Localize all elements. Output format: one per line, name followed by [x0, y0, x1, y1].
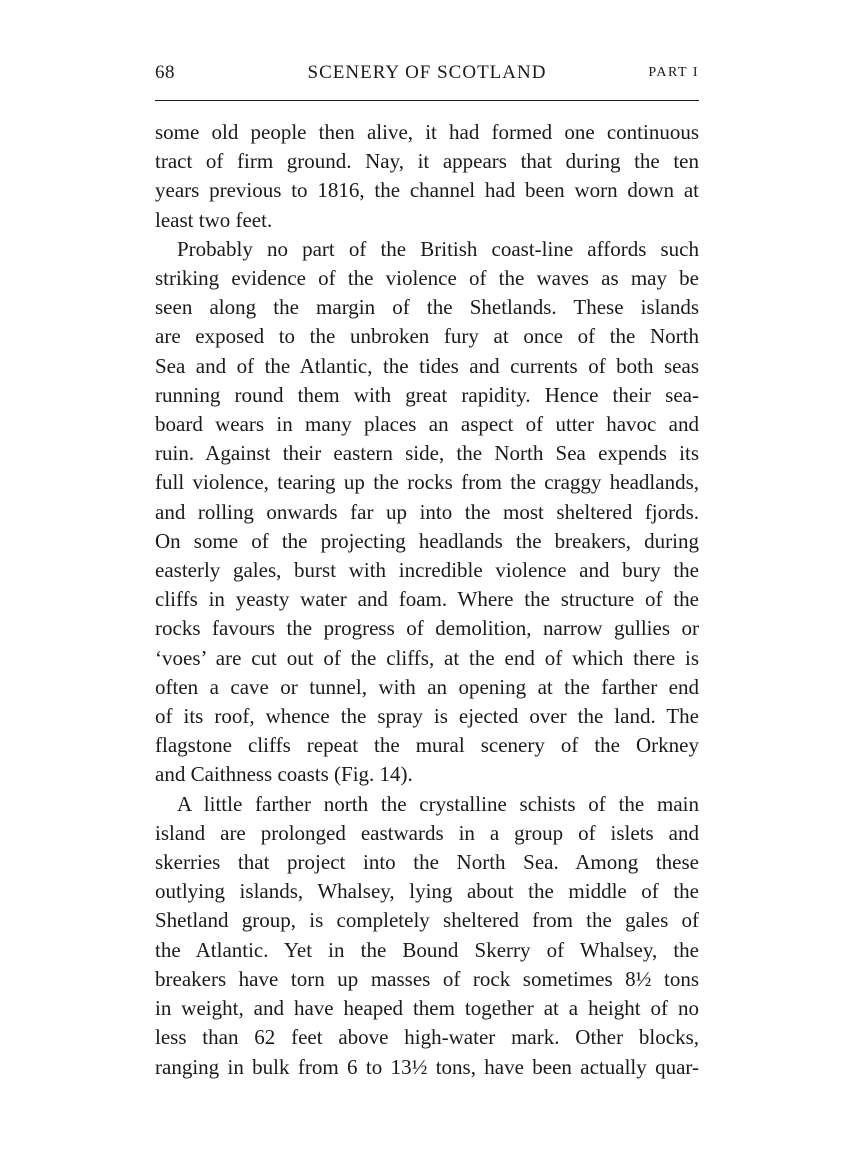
text-line: outlying islands, Whalsey, lying about the middle of the	[155, 879, 699, 904]
paragraph-1	[155, 118, 699, 235]
text-line: the Atlantic. Yet in the Bound Skerry of Whalsey, the	[155, 937, 699, 962]
text-line: A little farther north the crystalline schists of the main	[177, 791, 699, 816]
text-line: and Caithness coasts (Fig. 14).	[155, 762, 413, 787]
paragraph-3	[155, 790, 699, 1082]
text-line: are exposed to the unbroken fury at once of the North	[155, 324, 699, 349]
paragraph-2	[155, 235, 699, 790]
page-header	[155, 62, 699, 92]
page-number: 68	[155, 62, 175, 83]
text-line: seen along the margin of the Shetlands. These islands	[155, 295, 699, 320]
text-line: ‘voes’ are cut out of the cliffs, at the end of which there is	[155, 645, 699, 670]
header-rule	[155, 100, 699, 101]
running-title: SCENERY OF SCOTLAND	[307, 62, 547, 83]
text-line: years previous to 1816, the channel had been worn down at	[155, 178, 699, 203]
text-line: often a cave or tunnel, with an opening at the farther end	[155, 674, 699, 699]
text-line: board wears in many places an aspect of utter havoc and	[155, 412, 699, 437]
text-line: easterly gales, burst with incredible violence and bury the	[155, 558, 699, 583]
body-text	[155, 118, 699, 1082]
text-line: cliffs in yeasty water and foam. Where the structure of the	[155, 587, 699, 612]
text-line: island are prolonged eastwards in a group of islets and	[155, 820, 699, 845]
text-line: breakers have torn up masses of rock sometimes 8½ tons	[155, 966, 699, 991]
text-line: rocks favours the progress of demolition, narrow gullies or	[155, 616, 699, 641]
text-line: full violence, tearing up the rocks from the craggy headlands,	[155, 470, 699, 495]
part-label: PART I	[648, 65, 699, 80]
text-line: of its roof, whence the spray is ejected over the land. The	[155, 704, 699, 729]
text-line: skerries that project into the North Sea. Among these	[155, 850, 699, 875]
text-line: least two feet.	[155, 207, 273, 232]
text-line: On some of the projecting headlands the breakers, during	[155, 528, 699, 553]
text-line: ranging in bulk from 6 to 13½ tons, have been actually quar-	[155, 1054, 699, 1079]
text-line: striking evidence of the violence of the waves as may be	[155, 266, 699, 291]
text-line: in weight, and have heaped them together at a height of no	[155, 996, 699, 1021]
text-line: running round them with great rapidity. Hence their sea-	[155, 382, 699, 407]
text-line: Probably no part of the British coast-line affords such	[177, 236, 699, 261]
text-line: tract of firm ground. Nay, it appears that during the ten	[155, 149, 699, 174]
text-line: Sea and of the Atlantic, the tides and currents of both seas	[155, 353, 699, 378]
text-line: ruin. Against their eastern side, the North Sea expends its	[155, 441, 699, 466]
text-line: some old people then alive, it had formed one continuous	[155, 120, 699, 144]
text-line: flagstone cliffs repeat the mural scenery of the Orkney	[155, 733, 699, 758]
text-line: and rolling onwards far up into the most sheltered fjords.	[155, 499, 699, 524]
text-line: Shetland group, is completely sheltered from the gales of	[155, 908, 699, 933]
text-line: less than 62 feet above high-water mark. Other blocks,	[155, 1025, 699, 1050]
